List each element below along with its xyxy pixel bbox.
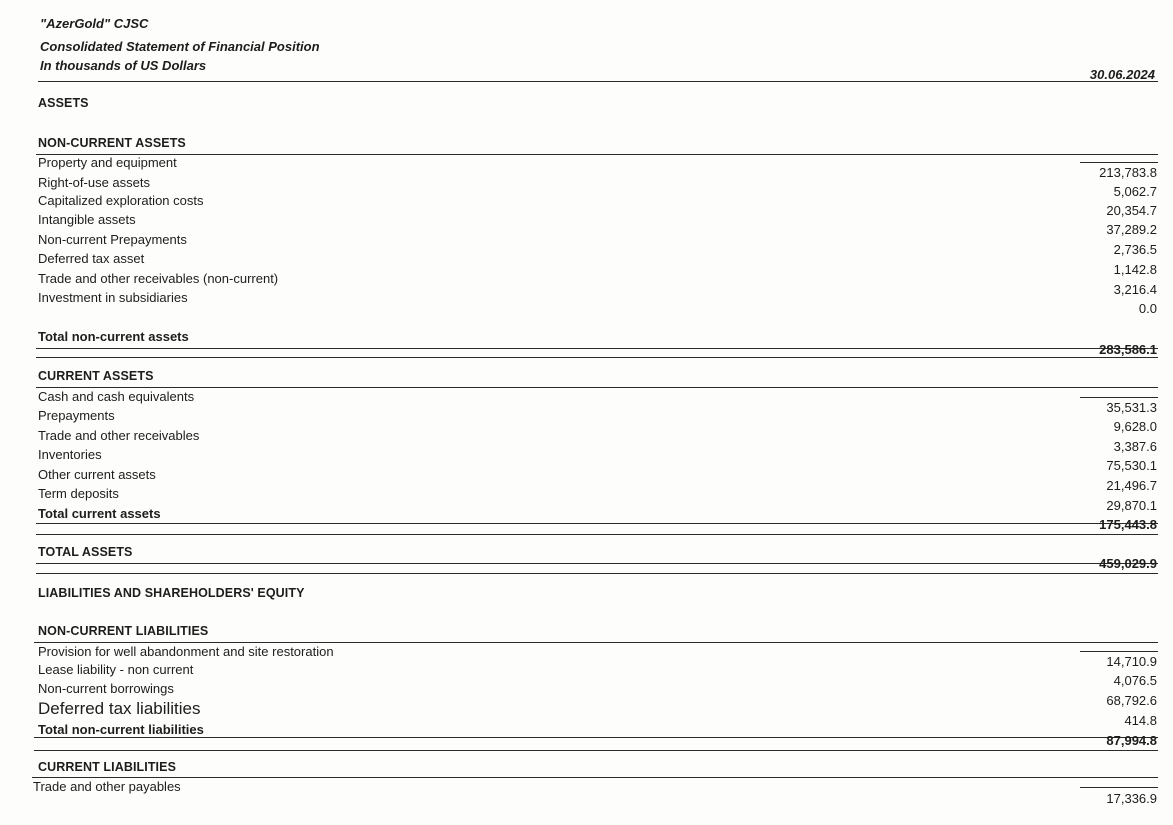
total-rule: [36, 357, 1158, 358]
line-item-value: 14,710.9: [1106, 654, 1157, 669]
total-rule: [36, 523, 1158, 524]
total-non-current-assets-label: Total non-current assets: [38, 329, 189, 344]
line-item-value: 4,076.5: [1113, 673, 1157, 688]
value-column-rule: [1080, 397, 1158, 398]
line-item-label: Capitalized exploration costs: [38, 193, 204, 208]
line-item-value: 3,387.6: [1113, 439, 1157, 454]
line-item-value: 3,216.4: [1113, 282, 1157, 297]
section-rule: [32, 777, 1158, 778]
line-item-label: Prepayments: [38, 408, 115, 423]
line-item-label: Lease liability - non current: [38, 662, 194, 677]
total-non-current-liabilities-label: Total non-current liabilities: [38, 722, 204, 737]
total-non-current-liabilities-value: 87,994.8: [1106, 733, 1157, 748]
line-item-value: 5,062.7: [1113, 184, 1157, 199]
value-column-rule: [1080, 787, 1158, 788]
line-item-value: 68,792.6: [1106, 693, 1157, 708]
units-note: In thousands of US Dollars: [40, 58, 207, 73]
line-item-label: Deferred tax liabilities: [38, 699, 201, 718]
line-item-value: 0.0: [1138, 301, 1157, 316]
company-name: "AzerGold" CJSC: [40, 16, 149, 31]
value-column-rule: [1080, 162, 1158, 163]
total-rule: [34, 750, 1158, 751]
line-item-value: 29,870.1: [1106, 498, 1157, 513]
line-item-label: Cash and cash equivalents: [38, 389, 195, 404]
line-item-label: Term deposits: [38, 486, 119, 501]
period-date: 30.06.2024: [1089, 67, 1155, 82]
line-item-label: Trade and other receivables: [38, 428, 200, 443]
current-liabilities-heading: CURRENT LIABILITIES: [38, 760, 177, 774]
line-item-label: Deferred tax asset: [38, 251, 145, 266]
total-current-assets-label: Total current assets: [38, 506, 161, 521]
line-item-label: Property and equipment: [38, 155, 177, 170]
section-rule: [36, 154, 1158, 155]
line-item-label: Non-current Prepayments: [38, 232, 187, 247]
line-item-value: 21,496.7: [1106, 478, 1157, 493]
total-rule: [36, 563, 1158, 564]
line-item-label: Intangible assets: [38, 212, 136, 227]
liabilities-heading: LIABILITIES AND SHAREHOLDERS' EQUITY: [38, 586, 305, 600]
line-item-value: 1,142.8: [1113, 262, 1157, 277]
line-item-value: 75,530.1: [1106, 458, 1157, 473]
total-rule: [36, 534, 1158, 535]
line-item-value: 35,531.3: [1106, 400, 1157, 415]
total-rule: [34, 737, 1158, 738]
section-rule: [36, 387, 1158, 388]
line-item-value: 37,289.2: [1106, 222, 1157, 237]
non-current-assets-heading: NON-CURRENT ASSETS: [38, 136, 186, 150]
total-rule: [36, 348, 1158, 349]
total-assets-value: 459,029.9: [1099, 556, 1157, 571]
total-non-current-assets-value: 283,586.1: [1099, 342, 1157, 357]
line-item-value: 20,354.7: [1106, 203, 1157, 218]
current-assets-heading: CURRENT ASSETS: [38, 369, 154, 383]
line-item-label: Provision for well abandonment and site restoration: [38, 644, 334, 659]
statement-title: Consolidated Statement of Financial Position: [40, 39, 320, 54]
line-item-label: Other current assets: [38, 467, 156, 482]
total-rule: [36, 573, 1158, 574]
line-item-label: Inventories: [38, 447, 102, 462]
line-item-value: 17,336.9: [1106, 791, 1157, 806]
assets-heading: ASSETS: [38, 96, 89, 110]
line-item-label: Trade and other payables: [33, 779, 181, 794]
header-rule: [38, 81, 1158, 82]
line-item-label: Right-of-use assets: [38, 175, 150, 190]
line-item-label: Non-current borrowings: [38, 681, 174, 696]
line-item-label: Trade and other receivables (non-current): [38, 271, 279, 286]
value-column-rule: [1080, 651, 1158, 652]
line-item-value: 2,736.5: [1113, 242, 1157, 257]
line-item-value: 9,628.0: [1113, 419, 1157, 434]
section-rule: [34, 642, 1158, 643]
total-assets-label: TOTAL ASSETS: [38, 545, 133, 559]
line-item-value: 213,783.8: [1099, 165, 1157, 180]
total-current-assets-value: 175,443.8: [1099, 517, 1157, 532]
non-current-liabilities-heading: NON-CURRENT LIABILITIES: [38, 624, 209, 638]
line-item-label: Investment in subsidiaries: [38, 290, 188, 305]
line-item-value: 414.8: [1124, 713, 1157, 728]
